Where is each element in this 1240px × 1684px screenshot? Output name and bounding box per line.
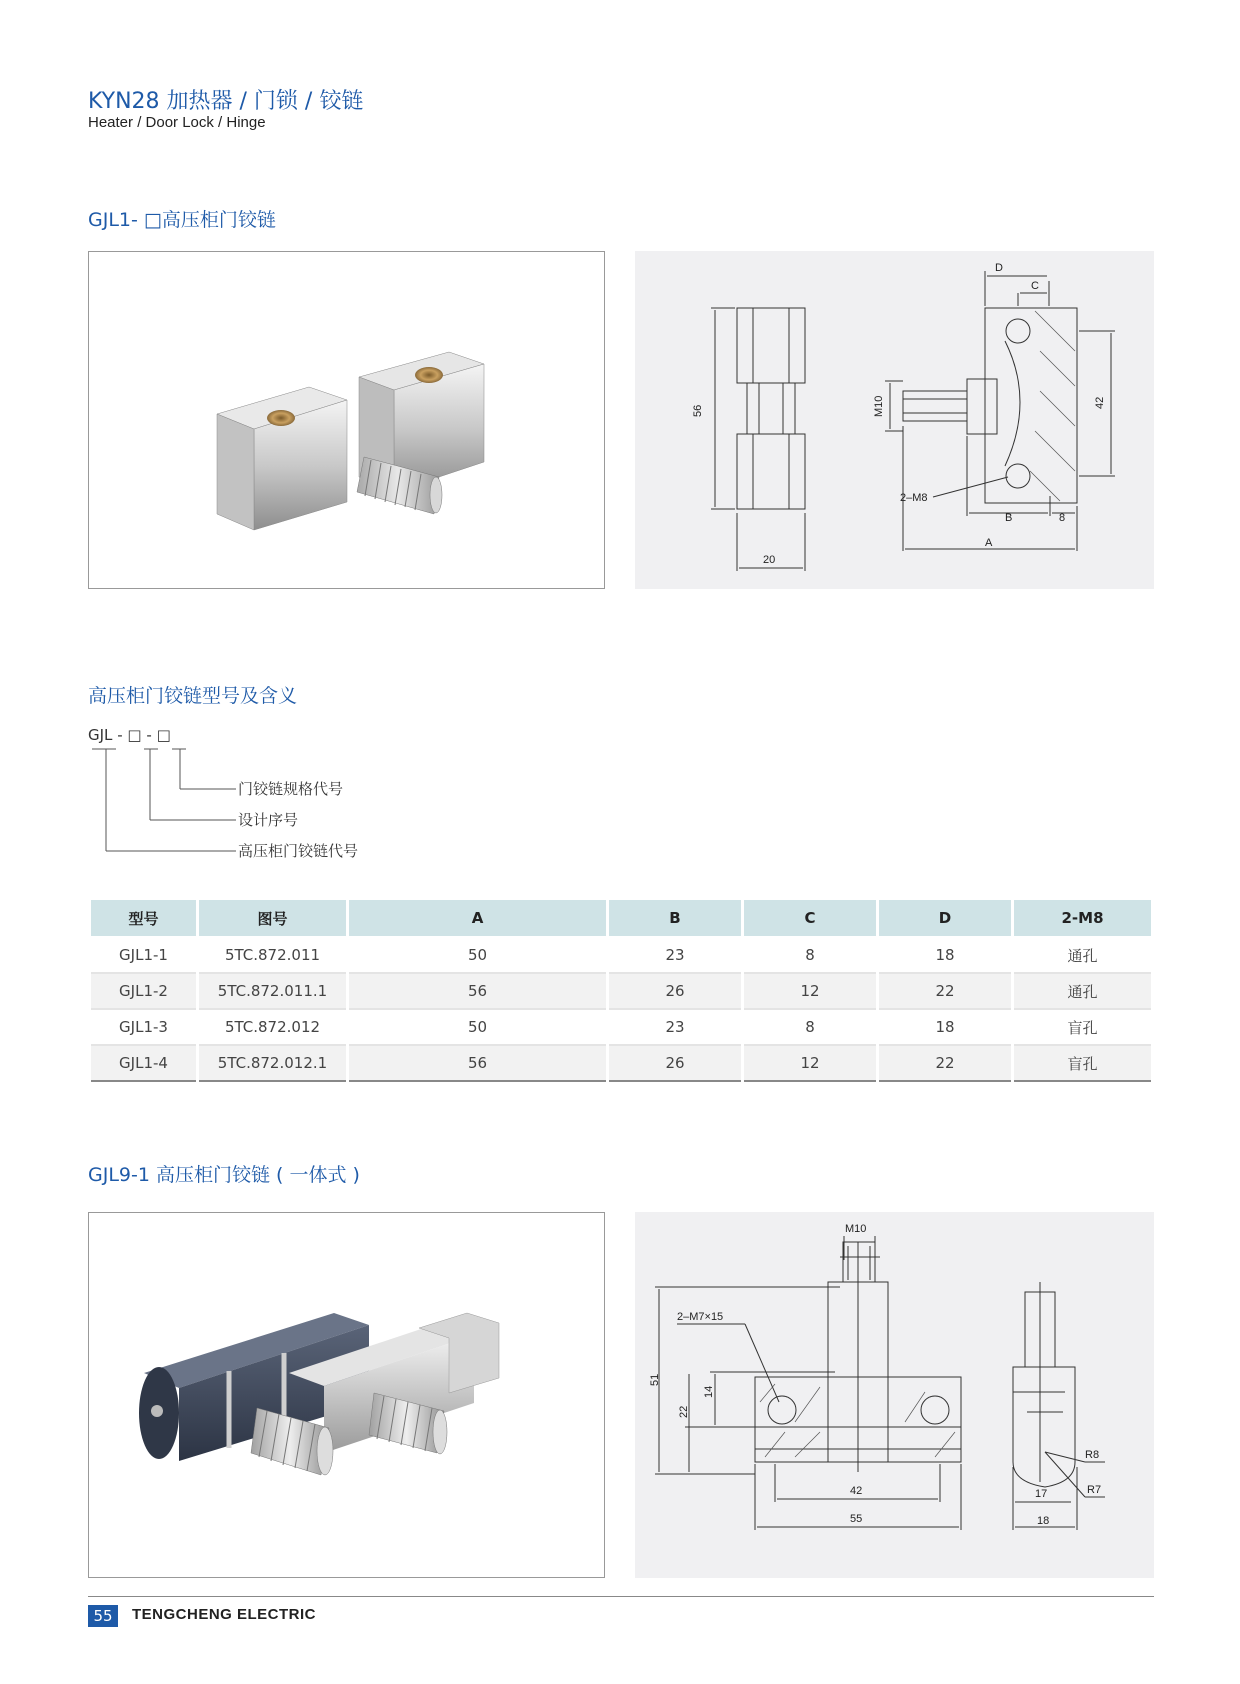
cell: 23: [609, 938, 741, 974]
cell: 56: [349, 1046, 606, 1082]
table-header-row: [91, 900, 1151, 938]
cell: 12: [744, 1046, 876, 1082]
model-meaning-title: 高压柜门铰链型号及含义: [88, 685, 298, 707]
label-14: 14: [703, 1385, 715, 1398]
gjl9-drawing-svg: [635, 1212, 1154, 1578]
col-D: D: [879, 900, 1011, 938]
gjl9-technical-drawing: [635, 1212, 1154, 1578]
cell: 5TC.872.012: [199, 1010, 346, 1046]
section1-title: GJL1- □高压柜门铰链: [88, 209, 276, 231]
cell: GJL1-2: [91, 974, 196, 1010]
cell: 通孔: [1014, 938, 1151, 974]
code-box2: □: [156, 726, 171, 744]
label-R8: R8: [1085, 1449, 1100, 1461]
gjl1-hinge-photo: [89, 252, 604, 588]
table-row: [91, 1010, 1151, 1046]
label-42: 42: [850, 1485, 863, 1497]
model-code: [88, 726, 171, 744]
label-2M7x15: 2–M7×15: [677, 1311, 724, 1323]
label-18: 18: [1037, 1515, 1050, 1527]
legend-spec-code: 门铰链规格代号: [238, 780, 344, 798]
page-title: KYN28 加热器 / 门锁 / 铰链: [88, 89, 364, 114]
table-row: [91, 974, 1151, 1010]
cell: 8: [744, 1010, 876, 1046]
model-code-leader-lines: [88, 745, 238, 855]
legend-hinge-code: 高压柜门铰链代号: [238, 842, 359, 860]
col-2M8: 2-M8: [1014, 900, 1151, 938]
col-model: 型号: [91, 900, 196, 938]
label-56: 56: [692, 404, 704, 417]
label-8: 8: [1059, 512, 1066, 524]
code-box1: □: [127, 726, 142, 744]
cell: 23: [609, 1010, 741, 1046]
gjl9-hinge-photo: [89, 1213, 604, 1577]
col-A: A: [349, 900, 606, 938]
label-M10: M10: [873, 395, 885, 417]
label-17: 17: [1035, 1488, 1048, 1500]
table-row: [91, 1046, 1151, 1082]
cell: 26: [609, 1046, 741, 1082]
cell: 8: [744, 938, 876, 974]
legend-design-number: 设计序号: [238, 811, 299, 829]
section2-title: GJL9-1 高压柜门铰链 ( 一体式 ): [88, 1164, 360, 1186]
table-row: [91, 938, 1151, 974]
cell: GJL1-4: [91, 1046, 196, 1082]
label-22: 22: [678, 1405, 690, 1418]
gjl1-technical-drawing: [635, 251, 1154, 589]
code-prefix: GJL: [88, 726, 113, 744]
cell: 50: [349, 938, 606, 974]
page-number: 55: [88, 1605, 118, 1627]
code-sep1: -: [117, 726, 123, 744]
label-A: A: [985, 537, 993, 549]
label-55: 55: [850, 1513, 863, 1525]
label-42: 42: [1094, 396, 1106, 409]
cell: 50: [349, 1010, 606, 1046]
cell: 通孔: [1014, 974, 1151, 1010]
col-B: B: [609, 900, 741, 938]
cell: 22: [879, 974, 1011, 1010]
code-sep2: -: [146, 726, 152, 744]
cell: 12: [744, 974, 876, 1010]
label-2M8: 2–M8: [900, 492, 928, 504]
cell: 5TC.872.012.1: [199, 1046, 346, 1082]
cell: 盲孔: [1014, 1046, 1151, 1082]
cell: 56: [349, 974, 606, 1010]
gjl9-photo-frame: [88, 1212, 605, 1578]
label-20: 20: [763, 554, 776, 566]
cell: 5TC.872.011: [199, 938, 346, 974]
col-drawing-no: 图号: [199, 900, 346, 938]
cell: 18: [879, 938, 1011, 974]
cell: 盲孔: [1014, 1010, 1151, 1046]
spec-table: [88, 900, 1154, 1082]
cell: GJL1-1: [91, 938, 196, 974]
cell: GJL1-3: [91, 1010, 196, 1046]
gjl1-photo-frame: [88, 251, 605, 589]
label-51: 51: [649, 1373, 661, 1386]
cell: 26: [609, 974, 741, 1010]
footer-divider: [88, 1596, 1154, 1597]
label-R7: R7: [1087, 1484, 1102, 1496]
col-C: C: [744, 900, 876, 938]
cell: 18: [879, 1010, 1011, 1046]
gjl1-drawing-svg: [635, 251, 1154, 589]
cell: 22: [879, 1046, 1011, 1082]
brand-name: TENGCHENG ELECTRIC: [132, 1606, 317, 1623]
cell: 5TC.872.011.1: [199, 974, 346, 1010]
label-B: B: [1005, 512, 1013, 524]
label-D: D: [995, 262, 1003, 274]
page-subtitle: Heater / Door Lock / Hinge: [88, 114, 266, 131]
label-C: C: [1031, 280, 1039, 292]
label-M10: M10: [845, 1223, 867, 1235]
